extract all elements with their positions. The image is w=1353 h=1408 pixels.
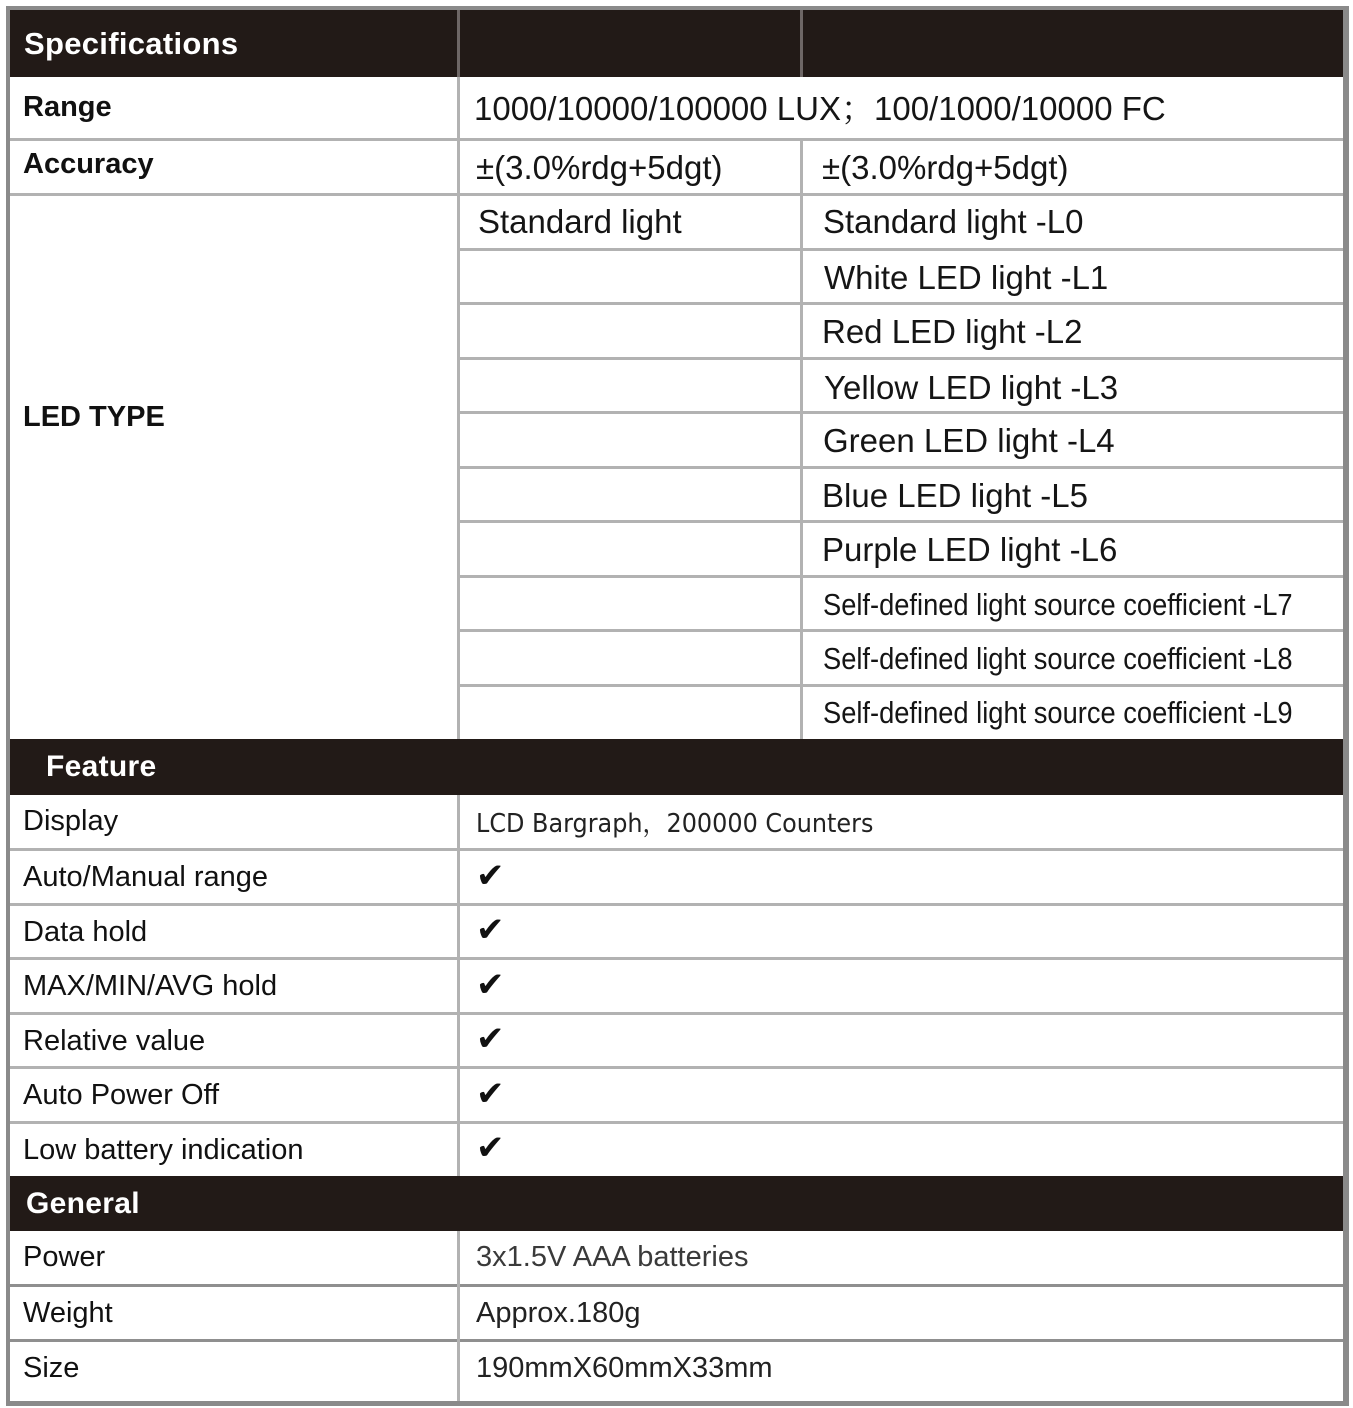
row-divider xyxy=(457,575,1343,578)
led-type-l4: Green LED light -L4 xyxy=(823,422,1115,459)
led-type-l3: Yellow LED light -L3 xyxy=(824,369,1119,406)
specifications-header xyxy=(10,10,1343,77)
row-divider xyxy=(10,1012,1343,1015)
column-divider-1 xyxy=(457,1231,460,1401)
feature-label-display: Display xyxy=(23,805,119,837)
led-type-l7: Self-defined light source coefficient -L7 xyxy=(823,587,1293,622)
led-type-l6: Purple LED light -L6 xyxy=(822,531,1118,568)
header-divider-2 xyxy=(800,10,803,77)
row-divider xyxy=(457,248,1343,251)
column-divider-2 xyxy=(800,141,803,739)
led-type-l1: White LED light -L1 xyxy=(824,259,1109,296)
row-divider xyxy=(457,520,1343,523)
row-divider xyxy=(457,302,1343,305)
feature-header xyxy=(10,739,1343,795)
general-value-size: 190mmX60mmX33mm xyxy=(476,1352,773,1384)
spec-table xyxy=(6,6,1349,1406)
feature-label-max-min-avg-hold: MAX/MIN/AVG hold xyxy=(23,970,278,1002)
general-label-size: Size xyxy=(23,1352,80,1384)
accuracy-label: Accuracy xyxy=(23,147,154,180)
header-divider-1 xyxy=(457,10,460,77)
accuracy-value-led: ±(3.0%rdg+5dgt) xyxy=(822,149,1069,186)
general-value-power: 3x1.5V AAA batteries xyxy=(476,1241,749,1273)
check-icon: ✔ xyxy=(476,856,505,895)
feature-label-low-battery-indication: Low battery indication xyxy=(23,1134,304,1166)
general-label-weight: Weight xyxy=(23,1297,113,1329)
feature-label-relative-value: Relative value xyxy=(23,1025,206,1057)
row-divider xyxy=(10,1284,1343,1287)
check-icon: ✔ xyxy=(476,1074,505,1113)
feature-value-display: LCD Bargraph，200000 Counters xyxy=(476,809,874,839)
led-type-l2: Red LED light -L2 xyxy=(822,313,1083,350)
row-divider xyxy=(457,411,1343,414)
row-divider xyxy=(457,684,1343,687)
check-icon: ✔ xyxy=(476,910,505,949)
check-icon: ✔ xyxy=(476,1019,505,1058)
general-header xyxy=(10,1176,1343,1231)
range-value: 1000/10000/100000 LUX；100/1000/10000 FC xyxy=(474,89,1166,127)
column-divider-1 xyxy=(457,77,460,739)
feature-label-auto-power-off: Auto Power Off xyxy=(23,1079,220,1111)
led-type-l8: Self-defined light source coefficient -L8 xyxy=(823,641,1293,676)
range-label: Range xyxy=(23,91,112,123)
check-icon: ✔ xyxy=(476,965,505,1004)
specifications-title: Specifications xyxy=(24,25,239,61)
row-divider xyxy=(457,629,1343,632)
led-type-col1-standard: Standard light xyxy=(478,203,682,240)
general-label-power: Power xyxy=(23,1241,106,1273)
feature-label-auto-manual-range: Auto/Manual range xyxy=(23,861,269,893)
feature-label-data-hold: Data hold xyxy=(23,915,148,948)
check-icon: ✔ xyxy=(476,1128,505,1167)
led-type-l9: Self-defined light source coefficient -L9 xyxy=(823,695,1293,730)
led-type-l5: Blue LED light -L5 xyxy=(822,477,1088,514)
feature-title: Feature xyxy=(46,750,157,783)
led-type-label: LED TYPE xyxy=(23,400,165,433)
row-divider xyxy=(10,903,1343,906)
general-value-weight: Approx.180g xyxy=(476,1297,641,1329)
accuracy-value-standard: ±(3.0%rdg+5dgt) xyxy=(476,149,723,186)
column-divider-1 xyxy=(457,795,460,1176)
row-divider xyxy=(457,466,1343,469)
general-title: General xyxy=(26,1186,140,1220)
led-type-l0: Standard light -L0 xyxy=(823,203,1084,240)
row-divider xyxy=(457,357,1343,360)
